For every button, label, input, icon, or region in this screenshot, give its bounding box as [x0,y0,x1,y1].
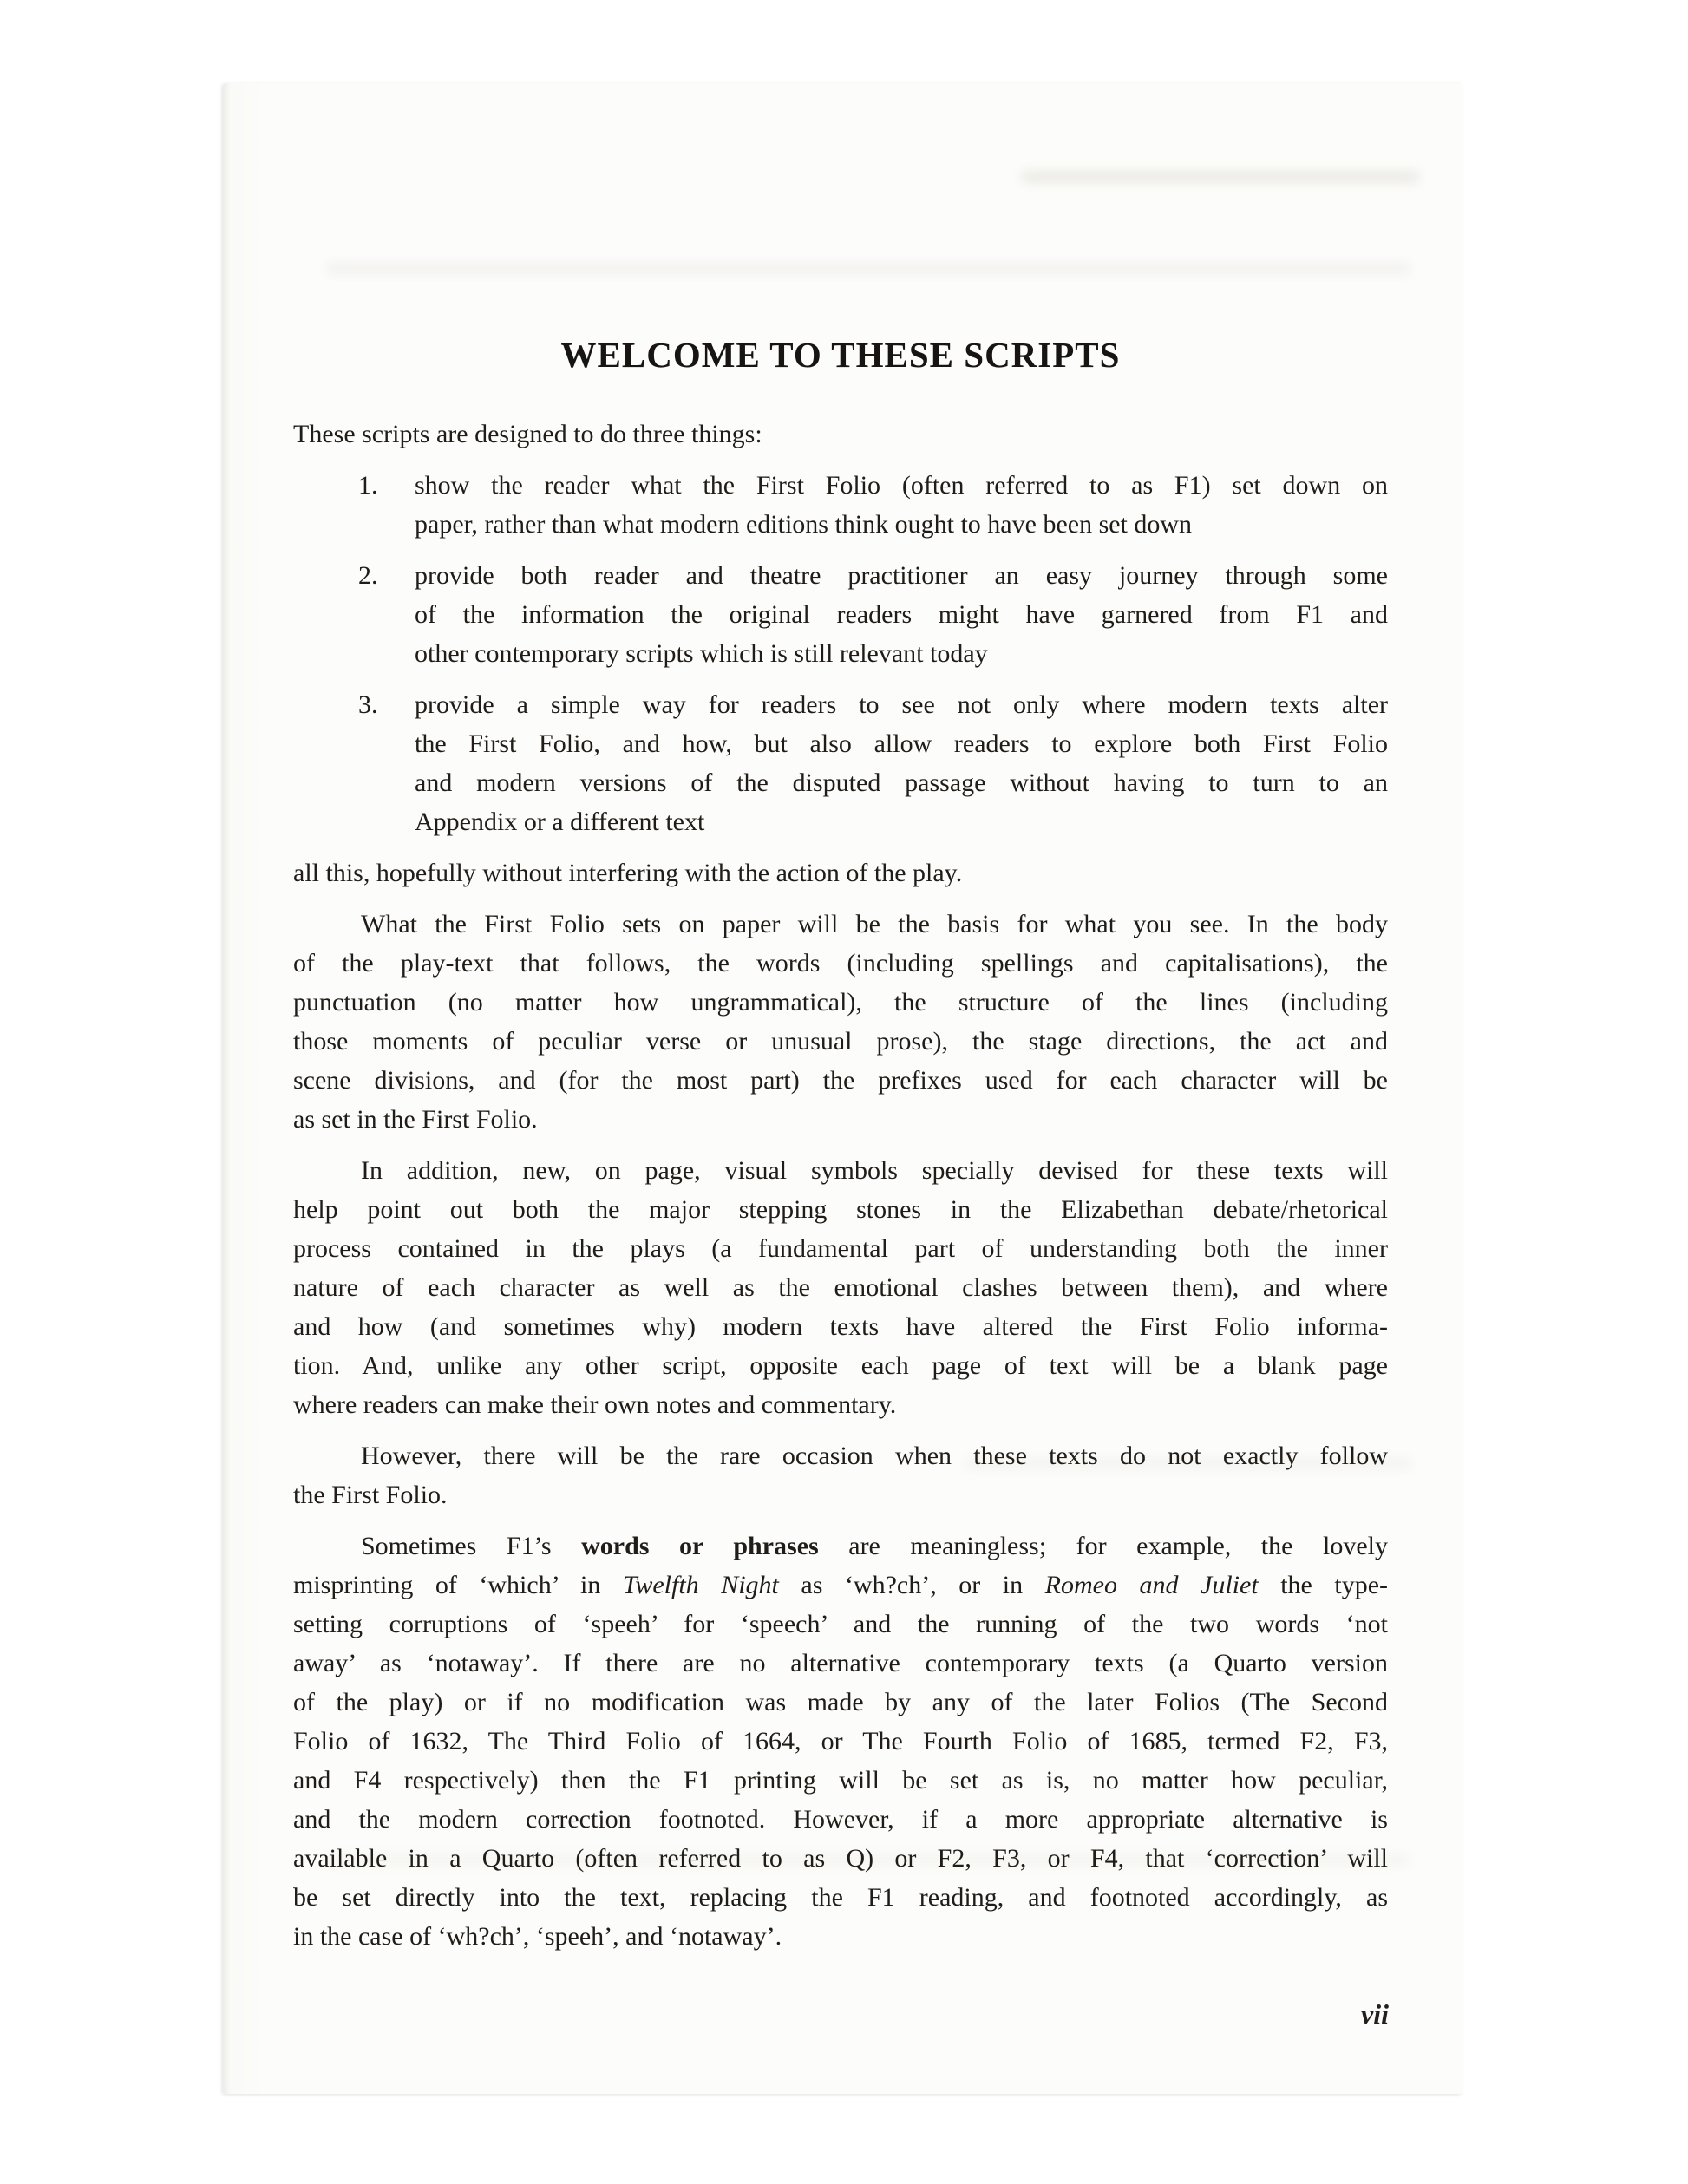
text-segment: provide a simple way for readers to see not only where modern texts alter [415,690,1388,719]
paragraph [293,1151,1388,1424]
list-number: 1. [358,471,378,500]
text-line [293,1761,1388,1800]
text-segment: scene divisions, and (for the most part) the prefixes used for each character will be [293,1066,1388,1095]
text-segment: In addition, new, on page, visual symbols specially devised for these texts will [361,1156,1388,1185]
list-item [293,466,1388,544]
text-segment: Folio of 1632, The Third Folio of 1664, or The Fourth Folio of 1685, termed F2, F3, [293,1727,1388,1756]
text-line [293,1229,1388,1268]
text-line [293,944,1388,983]
text-segment: those moments of peculiar verse or unusual prose), the stage directions, the act and [293,1027,1388,1056]
text-segment: provide both reader and theatre practitioner an easy journey through some [415,561,1388,590]
text-line [293,1527,1388,1566]
paragraph [293,415,1388,454]
text-segment: misprinting of ‘which’ in [293,1571,623,1599]
text-line [293,1151,1388,1190]
text-segment: and the modern correction footnoted. However, if a more appropriate alternative is [293,1805,1388,1834]
text-line [293,853,1388,893]
paragraph [293,905,1388,1139]
bleed-through-artifact [325,262,1411,275]
text-line [415,595,1388,634]
list-number: 3. [358,690,378,719]
text-line [415,724,1388,763]
text-line [415,556,1388,595]
paragraph [293,1436,1388,1514]
text-line [293,1061,1388,1100]
body-text [293,415,1388,1956]
text-column [293,334,1388,1956]
text-segment: be set directly into the text, replacing the F1 reading, and footnoted accordingly, as [293,1883,1388,1912]
text-segment: all this, hopefully without interfering with the action of the play. [293,859,963,887]
text-segment: other contemporary scripts which is still relevant today [415,639,988,668]
text-segment: and F4 respectively) then the F1 printing will be set as is, no matter how peculiar, [293,1766,1388,1795]
page-number: vii [1361,1998,1389,2030]
text-segment: Sometimes F1’s [361,1532,582,1560]
page-title: WELCOME TO THESE SCRIPTS [560,335,1121,375]
text-line [293,905,1388,944]
text-line [415,466,1388,505]
list-item [293,556,1388,673]
text-segment: What the First Folio sets on paper will be the basis for what you see. In the body [361,910,1388,938]
text-segment: process contained in the plays (a fundamental part of understanding both the inner [293,1234,1388,1263]
text-line [415,505,1388,544]
text-segment: However, there will be the rare occasion when these texts do not exactly follow [361,1442,1388,1470]
text-segment: available in a Quarto (often referred to as Q) or F2, F3, or F4, that ‘correction’ will [293,1844,1388,1873]
list-item [293,685,1388,841]
text-line [293,1917,1388,1956]
text-line [293,1878,1388,1917]
paragraph [293,853,1388,893]
text-segment: the type- [1258,1571,1388,1599]
text-line [293,1100,1388,1139]
text-segment: as ‘wh?ch’, or in [778,1571,1045,1599]
text-segment: where readers can make their own notes and commentary. [293,1390,897,1419]
text-segment: setting corruptions of ‘speeh’ for ‘speech’ and the running of the two words ‘not [293,1610,1388,1638]
text-segment: and how (and sometimes why) modern texts have altered the First Folio informa- [293,1312,1388,1341]
text-line [293,983,1388,1022]
text-segment: away’ as ‘notaway’. If there are no alternative contemporary texts (a Quarto version [293,1649,1388,1677]
text-line [293,1436,1388,1475]
text-line [415,763,1388,802]
text-segment: of the play) or if no modification was made by any of the later Folios (The Second [293,1688,1388,1716]
text-line [293,1022,1388,1061]
text-segment: help point out both the major stepping stones in the Elizabethan debate/rhetorical [293,1195,1388,1224]
text-segment: tion. And, unlike any other script, opposite each page of text will be a blank page [293,1351,1388,1380]
paragraph [293,1527,1388,1956]
bold-text: words or phrases [581,1532,819,1560]
text-line [293,1800,1388,1839]
text-line [293,1605,1388,1644]
text-line [293,1839,1388,1878]
text-segment: the First Folio, and how, but also allow readers to explore both First Folio [415,729,1388,758]
text-segment: of the play-text that follows, the words (including spellings and capitalisations), the [293,949,1388,978]
text-line [293,1268,1388,1307]
text-segment: in the case of ‘wh?ch’, ‘speeh’, and ‘notaway’. [293,1922,782,1951]
text-line [293,1385,1388,1424]
text-line [293,1475,1388,1514]
text-line [293,1346,1388,1385]
scanned-book-page [223,83,1462,2094]
list-number: 2. [358,561,378,590]
text-line [293,1190,1388,1229]
text-segment: are meaningless; for example, the lovely [818,1532,1388,1560]
text-segment: These scripts are designed to do three things: [293,420,762,448]
text-line [293,1307,1388,1346]
text-line [415,685,1388,724]
text-line [415,802,1388,841]
text-segment: as set in the First Folio. [293,1105,538,1134]
text-line [293,1722,1388,1761]
text-line [415,634,1388,673]
italic-text: Romeo and Juliet [1044,1571,1259,1599]
text-line [293,1644,1388,1683]
text-segment: nature of each character as well as the emotional clashes between them), and where [293,1273,1388,1302]
italic-text: Twelfth Night [622,1571,779,1599]
text-line [293,415,1388,454]
text-segment: show the reader what the First Folio (often referred to as F1) set down on [415,471,1388,500]
bleed-through-artifact [1021,170,1420,184]
text-segment: punctuation (no matter how ungrammatical), the structure of the lines (including [293,988,1388,1017]
text-segment: of the information the original readers might have garnered from F1 and [415,600,1388,629]
text-segment: and modern versions of the disputed passage without having to turn to an [415,768,1388,797]
text-segment: the First Folio. [293,1481,448,1509]
text-segment: Appendix or a different text [415,808,705,836]
text-segment: paper, rather than what modern editions think ought to have been set down [415,510,1193,539]
text-line [293,1683,1388,1722]
text-line [293,1566,1388,1605]
